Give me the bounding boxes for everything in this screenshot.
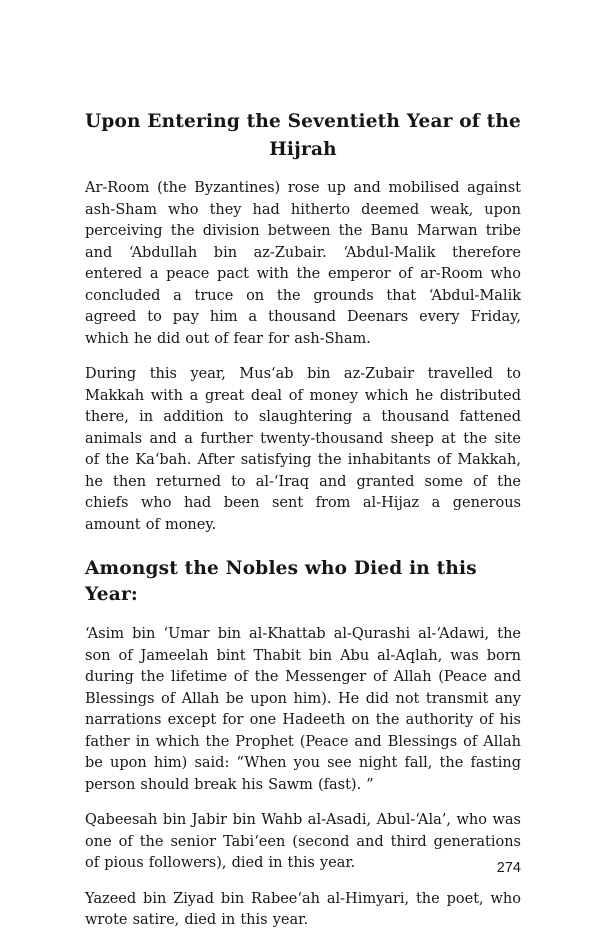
body-paragraph: Yazeed bin Ziyad bin Rabee‘ah al-Himyari, the poet, who wrote satire, died in this year. [85, 890, 521, 928]
chapter-title: Upon Entering the Seventieth Year of the Hijrah [85, 111, 521, 160]
body-paragraph: Ar-Room (the Byzantines) rose up and mobilised against ash-Sham who they had hitherto deemed weak, upon perceiving the division between the Banu Marwan tribe and ‘Abdullah bin az-Zubair. ‘Abdul-Malik therefore entered a peace pact with the emperor of ar-Room who concluded a truce on the grounds that ‘Abdul-Malik agreed to pay him a thousand Deenars every Friday, which he did out of fear for ash-Sham. [85, 180, 521, 347]
page-number: 274 [496, 860, 521, 876]
text-block [85, 108, 521, 935]
body-paragraph: Qabeesah bin Jabir bin Wahb al-Asadi, Abul-‘Ala’, who was one of the senior Tabi‘een (second and third generations of pious followers), died in this year. [85, 812, 521, 871]
body-paragraph: ‘Asim bin ‘Umar bin al-Khattab al-Qurashi al-‘Adawi, the son of Jameelah bint Thabit bin Abu al-Aqlah, was born during the lifetime of the Messenger of Allah (Peace and Blessings of Allah be upon him). He did not transmit any narrations except for one Hadeeth on the authority of his father in which the Prophet (Peace and Blessings of Allah be upon him) said: “When you see night fall, the fasting person should break his Sawm (fast). ” [85, 626, 521, 793]
body-paragraph: During this year, Mus‘ab bin az-Zubair travelled to Makkah with a great deal of money which he distributed there, in addition to slaughtering a thousand fattened animals and a further twenty-thousand sheep at the site of the Ka‘bah. After satisfying the inhabitants of Makkah, he then returned to al-‘Iraq and granted some of the chiefs who had been sent from al-Hijaz a generous amount of money. [85, 366, 521, 533]
section-heading: Amongst the Nobles who Died in this Year: [85, 558, 477, 605]
